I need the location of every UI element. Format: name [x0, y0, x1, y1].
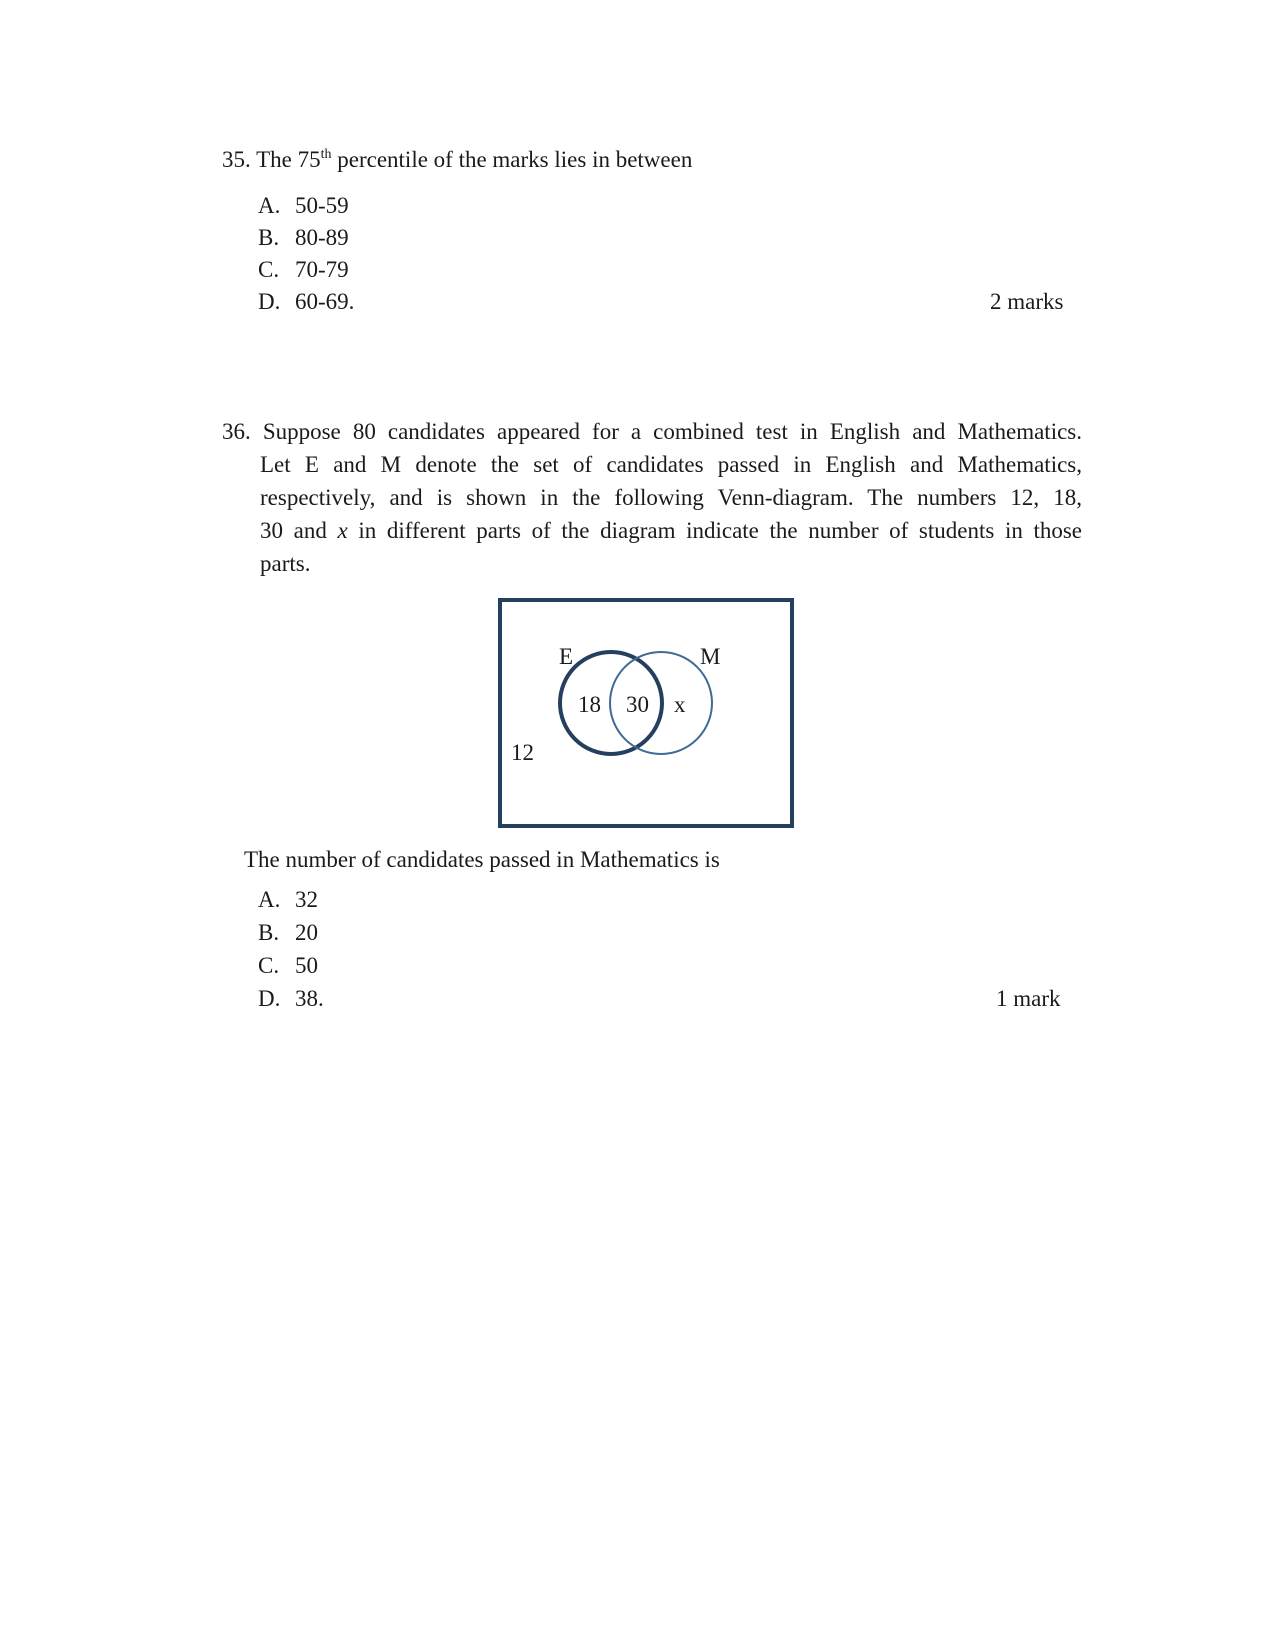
venn-diagram [498, 598, 794, 830]
outside-count: 12 [511, 740, 534, 765]
set-e-label: E [559, 644, 574, 669]
question-line-5: parts. [260, 551, 311, 576]
question-line-4: 30 and x in different parts of the diagram indicate the number of students in those [260, 518, 1083, 543]
ordinal-superscript: th [320, 147, 332, 162]
question-line-2: Let E and M denote the set of candidates passed in English and Mathematics, [260, 452, 1082, 477]
marks-label: 2 marks [990, 289, 1064, 314]
question-35-stem [222, 143, 692, 176]
question-line-1: 36. Suppose 80 candidates appeared for a combined test in English and Mathematics. [222, 419, 1082, 444]
only-e-count: 18 [578, 692, 601, 717]
question-36-stem [222, 415, 1082, 580]
option-c: C. 70-79 [258, 257, 349, 282]
option-d: D. 38. [258, 986, 324, 1011]
question-line-3: respectively, and is shown in the following Venn-diagram. The numbers 12, 18, [260, 485, 1082, 510]
variable-x: x [337, 518, 348, 543]
option-b: B. 20 [258, 920, 318, 945]
intersection-count: 30 [626, 692, 649, 717]
question-number: 35. [222, 147, 251, 172]
option-d: D. 60-69. [258, 289, 355, 314]
set-m-label: M [700, 644, 721, 669]
sub-question: The number of candidates passed in Mathematics is [244, 847, 720, 872]
option-a: A. 50-59 [258, 193, 349, 218]
option-c: C. 50 [258, 953, 318, 978]
marks-label: 1 mark [996, 986, 1061, 1011]
option-a: A. 32 [258, 887, 318, 912]
only-m-count: x [674, 692, 686, 717]
question-number: 36. [222, 419, 251, 444]
option-b: B. 80-89 [258, 225, 349, 250]
question-text: The 75th percentile of the marks lies in between [256, 147, 693, 172]
